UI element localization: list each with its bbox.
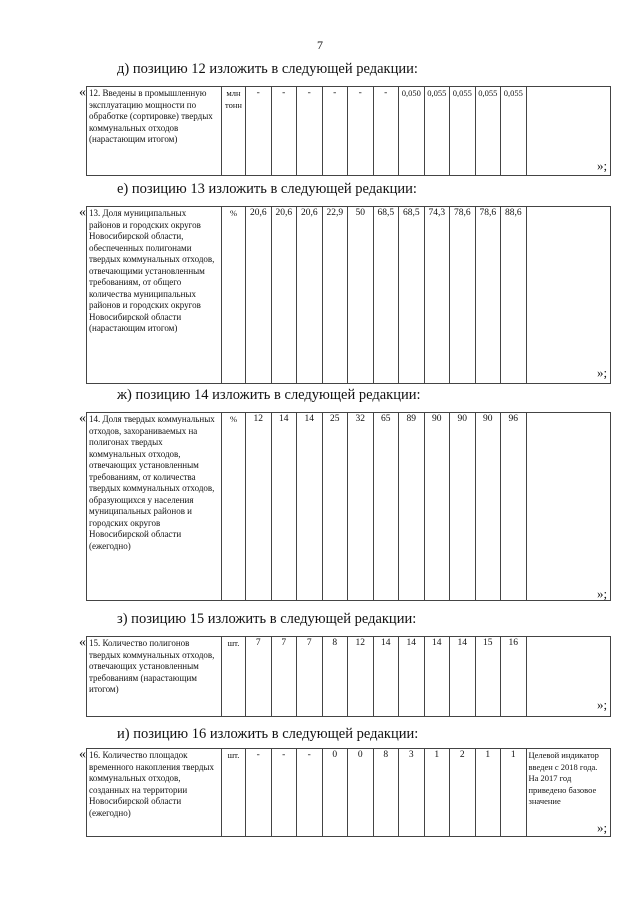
value-cell: 2: [450, 749, 476, 837]
value-cell: 90: [475, 413, 501, 601]
value-cell: 0,055: [424, 87, 450, 176]
value-cell: 7: [246, 637, 272, 717]
value-cell: 78,6: [475, 207, 501, 384]
value-cell: 1: [424, 749, 450, 837]
value-cell: -: [297, 749, 323, 837]
value-cell: 68,5: [373, 207, 399, 384]
value-cell: 0: [348, 749, 374, 837]
value-cell: 8: [373, 749, 399, 837]
value-cell: 90: [424, 413, 450, 601]
value-cell: 25: [322, 413, 348, 601]
value-cell: 0,050: [399, 87, 425, 176]
value-cell: 14: [373, 637, 399, 717]
value-cell: 1: [475, 749, 501, 837]
value-cell: 14: [297, 413, 323, 601]
value-cell: 89: [399, 413, 425, 601]
unit-cell: млн тонн: [222, 87, 246, 176]
value-cell: 12: [246, 413, 272, 601]
value-cell: 3: [399, 749, 425, 837]
indicator-name: 16. Количество площадок временного накопления твердых коммунальных отходов, созданных на территории Новосибирской области (ежегодно): [87, 749, 222, 837]
value-cell: -: [271, 87, 297, 176]
value-cell: 65: [373, 413, 399, 601]
value-cell: 1: [501, 749, 527, 837]
value-cell: -: [246, 749, 272, 837]
indicator-table: [86, 206, 611, 384]
unit-cell: шт.: [222, 749, 246, 837]
close-quote: »;: [597, 820, 608, 835]
value-cell: 90: [450, 413, 476, 601]
table-row: [87, 207, 611, 384]
indicator-table: [86, 748, 611, 837]
value-cell: 32: [348, 413, 374, 601]
value-cell: 14: [399, 637, 425, 717]
value-cell: 50: [348, 207, 374, 384]
note-cell: Целевой индикатор введен с 2018 года. На 2017 год приведено базовое значение: [526, 749, 610, 837]
indicator-table: [86, 636, 611, 717]
indicator-name: 14. Доля твердых коммунальных отходов, захораниваемых на полигонах твердых коммунальных отходов, отвечающих установленным требованиям, от количества твердых коммунальных отходов, образующихся у населения муниципальных районов и городских округов Новосибирской области (ежегодно): [87, 413, 222, 601]
value-cell: 74,3: [424, 207, 450, 384]
value-cell: 14: [271, 413, 297, 601]
value-cell: -: [297, 87, 323, 176]
close-quote: »;: [597, 158, 608, 173]
value-cell: 20,6: [246, 207, 272, 384]
indicator-name: 12. Введены в промышленную эксплуатацию мощности по обработке (сортировке) твердых коммунальных отходов (нарастающим итогом): [87, 87, 222, 176]
indicator-name: 13. Доля муниципальных районов и городских округов Новосибирской области, обеспеченных полигонами твердых коммунальных отходов, отвечающими установленным требованиям, от общего количества муниципальных районов и городских округов Новосибирской области (нарастающим итогом): [87, 207, 222, 384]
section-heading: ж) позицию 14 изложить в следующей редакции:: [117, 387, 421, 403]
open-quote: «: [79, 411, 86, 426]
value-cell: 0,055: [475, 87, 501, 176]
value-cell: 96: [501, 413, 527, 601]
value-cell: 15: [475, 637, 501, 717]
open-quote: «: [79, 747, 86, 762]
value-cell: 88,6: [501, 207, 527, 384]
table-row: [87, 87, 611, 176]
open-quote: «: [79, 85, 86, 100]
value-cell: -: [348, 87, 374, 176]
value-cell: 14: [424, 637, 450, 717]
value-cell: 7: [271, 637, 297, 717]
close-quote: »;: [597, 697, 608, 712]
close-quote: »;: [597, 586, 608, 601]
value-cell: 20,6: [271, 207, 297, 384]
close-quote: »;: [597, 365, 608, 380]
section-heading: е) позицию 13 изложить в следующей редакции:: [117, 181, 417, 197]
indicator-name: 15. Количество полигонов твердых коммунальных отходов, отвечающих установленным требованиям (нарастающим итогом): [87, 637, 222, 717]
unit-cell: %: [222, 413, 246, 601]
section-heading: д) позицию 12 изложить в следующей редакции:: [117, 61, 418, 77]
value-cell: -: [271, 749, 297, 837]
value-cell: 0,055: [501, 87, 527, 176]
table-row: [87, 637, 611, 717]
section-heading: и) позицию 16 изложить в следующей редакции:: [117, 726, 419, 742]
value-cell: -: [373, 87, 399, 176]
unit-cell: %: [222, 207, 246, 384]
value-cell: 8: [322, 637, 348, 717]
value-cell: 0: [322, 749, 348, 837]
unit-cell: шт.: [222, 637, 246, 717]
indicator-table: [86, 86, 611, 176]
note-cell: [526, 413, 610, 601]
table-row: [87, 749, 611, 837]
value-cell: 12: [348, 637, 374, 717]
value-cell: 0,055: [450, 87, 476, 176]
value-cell: 20,6: [297, 207, 323, 384]
value-cell: 7: [297, 637, 323, 717]
open-quote: «: [79, 205, 86, 220]
section-heading: з) позицию 15 изложить в следующей редакции:: [117, 611, 417, 627]
value-cell: 16: [501, 637, 527, 717]
open-quote: «: [79, 635, 86, 650]
value-cell: -: [322, 87, 348, 176]
table-row: [87, 413, 611, 601]
value-cell: 78,6: [450, 207, 476, 384]
indicator-table: [86, 412, 611, 601]
page-number: 7: [317, 38, 323, 52]
value-cell: 14: [450, 637, 476, 717]
value-cell: 22,9: [322, 207, 348, 384]
value-cell: -: [246, 87, 272, 176]
value-cell: 68,5: [399, 207, 425, 384]
note-cell: [526, 207, 610, 384]
